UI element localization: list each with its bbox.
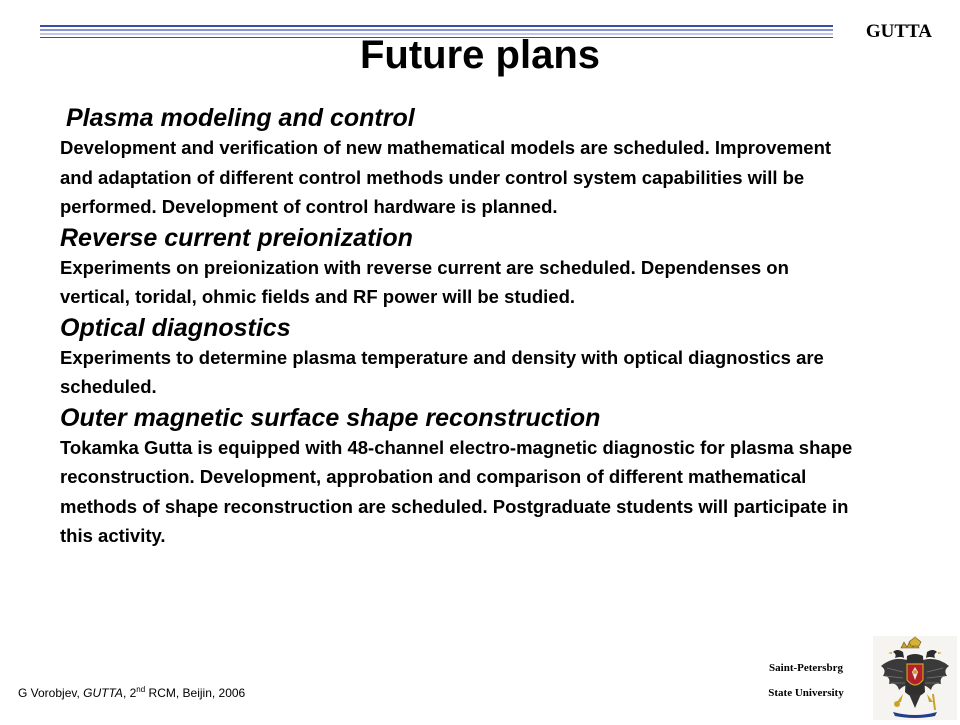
page-title: Future plans	[359, 33, 601, 77]
university-name-line1: Saint-Petersbrg	[769, 662, 843, 674]
footer-meeting-post: RCM, Beijin, 2006	[145, 686, 246, 700]
footer-meeting-pre: , 2	[122, 686, 137, 700]
section-body: Tokamka Gutta is equipped with 48-channel electro-magnetic diagnostic for plasma shape reconstruction. Development, approbation and comparison of different mathematical methods of shape reconstruction are scheduled. Postgraduate students will participate in this activity.	[60, 436, 853, 546]
section-heading: Optical diagnostics	[60, 313, 291, 342]
section-heading: Reverse current preionization	[60, 223, 413, 252]
section-body: Development and verification of new mathematical models are scheduled. Improvement and adaptation of different control methods under control system capabilities will be performed. Development of control hardware is planned.	[60, 137, 832, 217]
slide-content	[60, 103, 860, 552]
section-body: Experiments to determine plasma temperature and density with optical diagnostics are scheduled.	[60, 346, 824, 397]
section-heading: Outer magnetic surface shape reconstruction	[60, 403, 601, 432]
brand-label: GUTTA	[865, 21, 932, 42]
footer-meeting-sup: nd	[136, 685, 146, 694]
university-name-line2: State University	[768, 687, 844, 699]
section-body: Experiments on preionization with reverse current are scheduled. Dependenses on vertical, toridal, ohmic fields and RF power will be studied.	[60, 256, 789, 307]
footer-author: G Vorobjev,	[18, 686, 84, 700]
double-headed-eagle-crest-icon	[873, 636, 957, 720]
footer-citation	[18, 685, 245, 700]
footer-project: GUTTA	[83, 686, 123, 700]
section-heading: Plasma modeling and control	[66, 104, 415, 132]
